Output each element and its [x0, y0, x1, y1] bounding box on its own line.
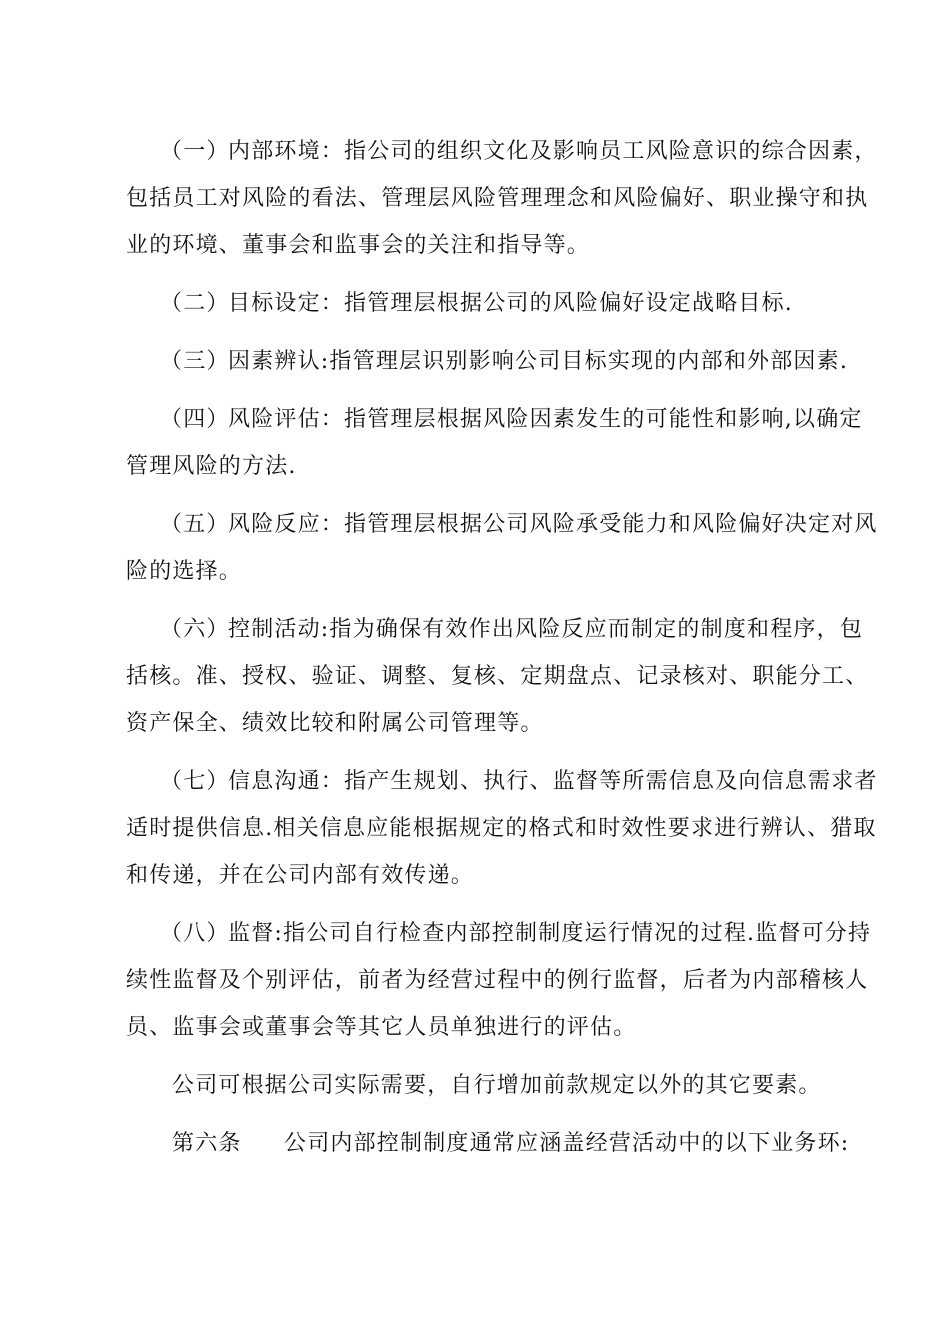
item-1-number: （一） — [160, 139, 230, 164]
item-4 — [126, 396, 863, 490]
item-4-line-1 — [126, 396, 863, 443]
item-5 — [126, 501, 878, 595]
item-2-number: （二） — [160, 291, 230, 316]
item-7-line-2: 适时提供信息.相关信息应能根据规定的格式和时效性要求进行辨认、猎取 — [126, 816, 877, 841]
item-6-line-3: 资产保全、绩效比较和附属公司管理等。 — [126, 711, 544, 736]
item-4-line-2: 管理风险的方法. — [126, 454, 297, 479]
item-8-text-1: 监督:指公司自行检查内部控制制度运行情况的过程.监督可分持 — [228, 921, 872, 946]
article-six-line — [126, 1120, 852, 1167]
item-3-line-1 — [126, 338, 852, 385]
item-4-text-1: 风险评估：指管理层根据风险因素发生的可能性和影响,以确定 — [228, 407, 863, 432]
item-7-line-1 — [126, 758, 878, 805]
item-6 — [126, 606, 869, 747]
item-1-line-2: 包括员工对风险的看法、管理层风险管理理念和风险偏好、职业操守和执 — [126, 186, 869, 211]
article-number: 第六条 — [172, 1131, 242, 1156]
item-3-text-1: 因素辨认:指管理层识别影响公司目标实现的内部和外部因素. — [228, 349, 849, 374]
closing-paragraph-text: 公司可根据公司实际需要，自行增加前款规定以外的其它要素。 — [172, 1073, 822, 1098]
item-7-line-3: 和传递，并在公司内部有效传递。 — [126, 863, 475, 888]
item-1-line-1 — [126, 128, 878, 175]
item-6-number: （六） — [160, 617, 230, 642]
item-8-line-1 — [126, 910, 872, 957]
article-text: 公司内部控制制度通常应涵盖经营活动中的以下业务环: — [284, 1131, 850, 1156]
item-8-line-2: 续性监督及个别评估，前者为经营过程中的例行监督，后者为内部稽核人 — [126, 968, 869, 993]
item-6-line-1 — [126, 606, 864, 653]
item-7-text-1: 信息沟通：指产生规划、执行、监督等所需信息及向信息需求者 — [228, 769, 878, 794]
item-1 — [126, 128, 878, 269]
item-2 — [126, 280, 852, 327]
item-8-line-3: 员、监事会或董事会等其它人员单独进行的评估。 — [126, 1015, 637, 1040]
document-body — [126, 128, 878, 1178]
item-5-line-1 — [126, 501, 878, 548]
item-8-number: （八） — [160, 921, 230, 946]
item-5-number: （五） — [160, 512, 230, 537]
article-six — [126, 1120, 852, 1167]
item-2-text-1: 目标设定：指管理层根据公司的风险偏好设定战略目标. — [228, 291, 793, 316]
item-1-line-3: 业的环境、董事会和监事会的关注和指导等。 — [126, 233, 591, 258]
item-6-text-1: 控制活动:指为确保有效作出风险反应而制定的制度和程序，包 — [228, 617, 864, 642]
item-5-line-2: 险的选择。 — [126, 559, 243, 584]
item-3 — [126, 338, 852, 385]
item-4-number: （四） — [160, 407, 230, 432]
item-3-number: （三） — [160, 349, 230, 374]
item-2-line-1 — [126, 280, 852, 327]
item-6-line-2: 括核。准、授权、验证、调整、复核、定期盘点、记录核对、职能分工、 — [126, 664, 869, 689]
item-1-text-1: 内部环境：指公司的组织文化及影响员工风险意识的综合因素， — [228, 139, 878, 164]
item-7-number: （七） — [160, 769, 230, 794]
item-7 — [126, 758, 878, 899]
closing-paragraph — [126, 1062, 852, 1109]
item-5-text-1: 风险反应：指管理层根据公司风险承受能力和风险偏好决定对风 — [228, 512, 878, 537]
item-8 — [126, 910, 872, 1051]
